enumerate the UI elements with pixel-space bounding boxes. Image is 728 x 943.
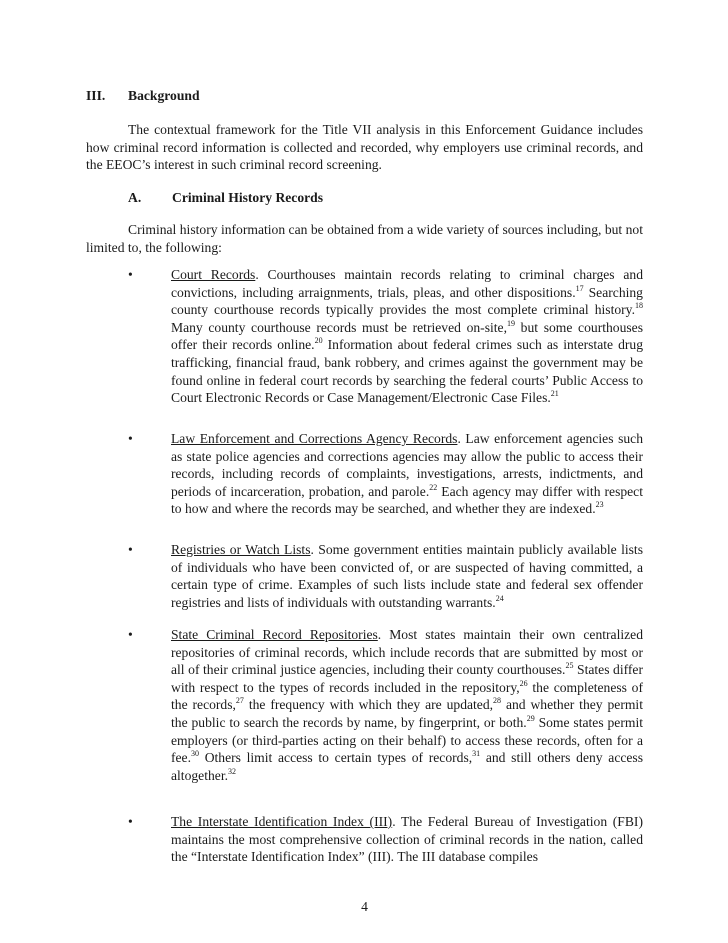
- footnote-ref: 17: [575, 283, 584, 293]
- bullet-text: [171, 813, 643, 866]
- footnote-ref: 22: [429, 482, 438, 492]
- footnote-ref: 21: [550, 389, 559, 399]
- body-text: the frequency with which they are updated,: [243, 697, 494, 713]
- bullet-court-records: [128, 266, 643, 407]
- body-text: Many county courthouse records must be retrieved on-site,: [171, 319, 507, 335]
- bullet-marker: •: [128, 542, 133, 557]
- footnote-ref: 20: [314, 336, 323, 346]
- bullet-text: [171, 266, 643, 407]
- footnote-ref: 27: [235, 696, 244, 706]
- lead-paragraph: Criminal history information can be obtained from a wide variety of sources including, but not limited to, the following:: [86, 222, 643, 255]
- bullet-marker: •: [128, 267, 133, 282]
- bullet-text: [171, 430, 643, 518]
- footnote-ref: 23: [595, 500, 604, 510]
- body-text: Others limit access to certain types of records,: [199, 750, 473, 766]
- footnote-ref: 19: [507, 318, 515, 328]
- footnote-ref: 29: [526, 713, 535, 723]
- footnote-ref: 28: [493, 696, 502, 706]
- body-text: States differ with respect to the types of records included in the repository,: [171, 662, 643, 695]
- bullet-text: [171, 626, 643, 784]
- bullet-heading: Court Records: [171, 267, 256, 282]
- body-text: . Most states maintain their own centralized repositories of criminal records, which include records that are submitted by most or all of their criminal justice agencies, including their county courthouses.: [171, 627, 643, 678]
- bullet-marker: •: [128, 431, 133, 446]
- bullet-marker: •: [128, 814, 133, 829]
- section-title: Background: [128, 88, 200, 103]
- intro-paragraph: The contextual framework for the Title VII analysis in this Enforcement Guidance includes how criminal record information is collected and recorded, why employers use criminal records, and the EEOC’s interest in such criminal record screening.: [86, 122, 643, 173]
- body-text: the completeness of the records,: [171, 679, 643, 713]
- body-text: . Some government entities maintain publicly available lists of individuals who have been convicted of, or are suspected of having committed, a certain type of crime. Examples of such lists include state and federal sex offender registries and lists of individuals with outstanding warrants.: [171, 542, 643, 610]
- footnote-ref: 18: [635, 301, 643, 311]
- subsection-letter: A.: [128, 190, 142, 205]
- subsection-title: Criminal History Records: [172, 190, 324, 205]
- bullet-iii: [128, 813, 643, 866]
- footnote-ref: 32: [228, 766, 236, 776]
- bullet-heading: The Interstate Identification Index (III): [171, 814, 393, 829]
- bullet-law-enforcement: [128, 430, 643, 518]
- body-text: and still others deny access altogether.: [171, 750, 643, 783]
- bullet-state-repositories: [128, 626, 643, 784]
- footnote-ref: 30: [191, 749, 199, 759]
- bullet-text: [171, 541, 643, 611]
- footnote-ref: 31: [472, 749, 481, 759]
- footnote-ref: 26: [519, 678, 528, 688]
- section-number: III.: [86, 88, 106, 103]
- bullet-heading: Registries or Watch Lists: [171, 542, 311, 557]
- bullet-marker: •: [128, 627, 133, 642]
- page-number: 4: [361, 899, 368, 914]
- body-text: Information about federal crimes such as interstate drug trafficking, financial fraud, bank robbery, and crimes against the government may be found online in federal court records by searching the federal courts’ Public Access to Court Electronic Records or Case Management/Electronic Case Files.: [171, 337, 644, 406]
- section-heading: [86, 87, 200, 105]
- body-text: . Courthouses maintain records relating to criminal charges and convictions, including arraignments, trials, pleas, and other dispositions.: [171, 267, 643, 300]
- body-text: but some courthouses offer their records online.: [171, 319, 643, 353]
- body-text: Searching county courthouse records typically provides the most complete criminal history.: [171, 284, 643, 318]
- subsection-heading: [128, 189, 323, 207]
- bullet-heading: Law Enforcement and Corrections Agency Records: [171, 431, 458, 446]
- body-text: and whether they permit the public to search the records by name, by fingerprint, or both.: [171, 697, 643, 730]
- bullet-registries: [128, 541, 643, 611]
- body-text: Each agency may differ with respect to how and where the records may be searched, and whether they are indexed.: [171, 483, 643, 517]
- body-text: . The Federal Bureau of Investigation (FBI) maintains the most comprehensive collection of criminal records in the nation, called the “Interstate Identification Index” (III). The III database compiles: [171, 814, 643, 865]
- footnote-ref: 25: [565, 661, 574, 671]
- bullet-heading: State Criminal Record Repositories: [171, 627, 378, 642]
- body-text: . Law enforcement agencies such as state police agencies and corrections agencies may allow the public to access their records, including records of complaints, investigations, arrests, indictments, and periods of incarceration, probation, and parole.: [171, 431, 643, 499]
- body-text: Some states permit employers (or third-parties acting on their behalf) to access these records, often for a fee.: [171, 714, 643, 766]
- footnote-ref: 24: [495, 593, 504, 603]
